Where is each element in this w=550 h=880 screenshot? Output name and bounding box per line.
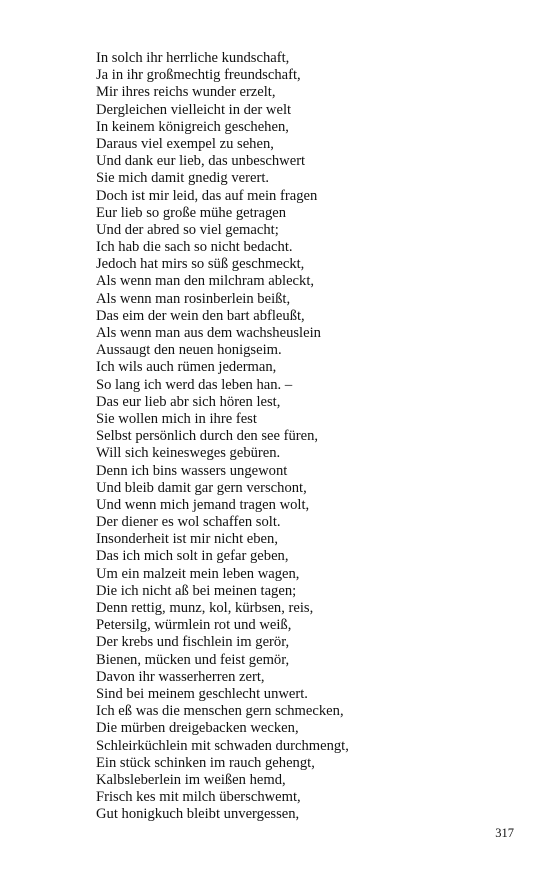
poem-line: Sind bei meinem geschlecht unwert. xyxy=(96,685,308,702)
poem-line: Insonderheit ist mir nicht eben, xyxy=(96,531,278,548)
poem-line: Selbst persönlich durch den see füren, xyxy=(96,428,319,445)
poem-line: Und bleib damit gar gern verschont, xyxy=(96,479,307,496)
poem-line: In solch ihr herrliche kundschaft, xyxy=(96,50,290,66)
poem-line: Sie mich damit gnedig verert. xyxy=(96,170,270,187)
poem-line: Ja in ihr großmechtig freundschaft, xyxy=(96,67,301,84)
poem-line: Und dank eur lieb, das unbeschwert xyxy=(96,153,306,170)
poem-line: Doch ist mir leid, das auf mein fragen xyxy=(96,187,318,204)
poem-line: Der krebs und fischlein im gerör, xyxy=(96,634,290,651)
poem-text-block xyxy=(96,50,516,823)
poem-line: Und der abred so viel gemacht; xyxy=(96,221,279,238)
poem-line: Mir ihres reichs wunder erzelt, xyxy=(96,84,276,101)
poem-line: Und wenn mich jemand tragen wolt, xyxy=(96,496,310,513)
poem-line: Dergleichen vielleicht in der welt xyxy=(96,101,292,118)
poem-line: So lang ich werd das leben han. – xyxy=(96,376,293,393)
poem-line: Ich hab die sach so nicht bedacht. xyxy=(96,239,293,256)
poem-line: Schleirküchlein mit schwaden durchmengt, xyxy=(96,737,349,754)
poem-line: Ich eß was die menschen gern schmecken, xyxy=(96,703,344,720)
poem-line: Petersilg, würmlein rot und weiß, xyxy=(96,617,292,634)
poem-line: Bienen, mücken und feist gemör, xyxy=(96,651,290,668)
poem-line: Die mürben dreigebacken wecken, xyxy=(96,720,299,737)
poem-line: Will sich keinesweges gebüren. xyxy=(96,445,281,462)
poem-line: Um ein malzeit mein leben wagen, xyxy=(96,565,300,582)
poem-line: Das eur lieb abr sich hören lest, xyxy=(96,393,281,410)
poem-line: Als wenn man aus dem wachsheuslein xyxy=(96,325,321,341)
poem-line: Das ich mich solt in gefar geben, xyxy=(96,548,289,565)
poem-line: Sie wollen mich in ihre fest xyxy=(96,410,257,427)
poem-line: Frisch kes mit milch überschwemt, xyxy=(96,789,301,806)
poem-line: Jedoch hat mirs so süß geschmeckt, xyxy=(96,256,305,273)
page-number: 317 xyxy=(495,826,514,840)
poem-line: Die ich nicht aß bei meinen tagen; xyxy=(96,582,297,599)
poem-line: In keinem königreich geschehen, xyxy=(96,118,289,135)
poem-line: Der diener es wol schaffen solt. xyxy=(96,514,281,531)
poem-line: Als wenn man den milchram ableckt, xyxy=(96,273,315,290)
poem-line: Daraus viel exempel zu sehen, xyxy=(96,135,274,152)
poem-line: Aussaugt den neuen honigseim. xyxy=(96,342,282,359)
poem-line: Kalbsleberlein im weißen hemd, xyxy=(96,771,286,788)
poem-line: Ich wils auch rümen jederman, xyxy=(96,359,277,376)
poem-line: Als wenn man rosinberlein beißt, xyxy=(96,290,291,307)
poem-line: Denn ich bins wassers ungewont xyxy=(96,462,288,479)
poem-line: Gut honigkuch bleibt unvergessen, xyxy=(96,806,300,823)
poem-line: Das eim der wein den bart abfleußt, xyxy=(96,307,305,324)
poem-line: Davon ihr wasserherren zert, xyxy=(96,668,265,685)
poem-line: Eur lieb so große mühe getragen xyxy=(96,204,287,221)
poem-line: Ein stück schinken im rauch gehengt, xyxy=(96,754,315,771)
poem-line: Denn rettig, munz, kol, kürbsen, reis, xyxy=(96,600,314,616)
